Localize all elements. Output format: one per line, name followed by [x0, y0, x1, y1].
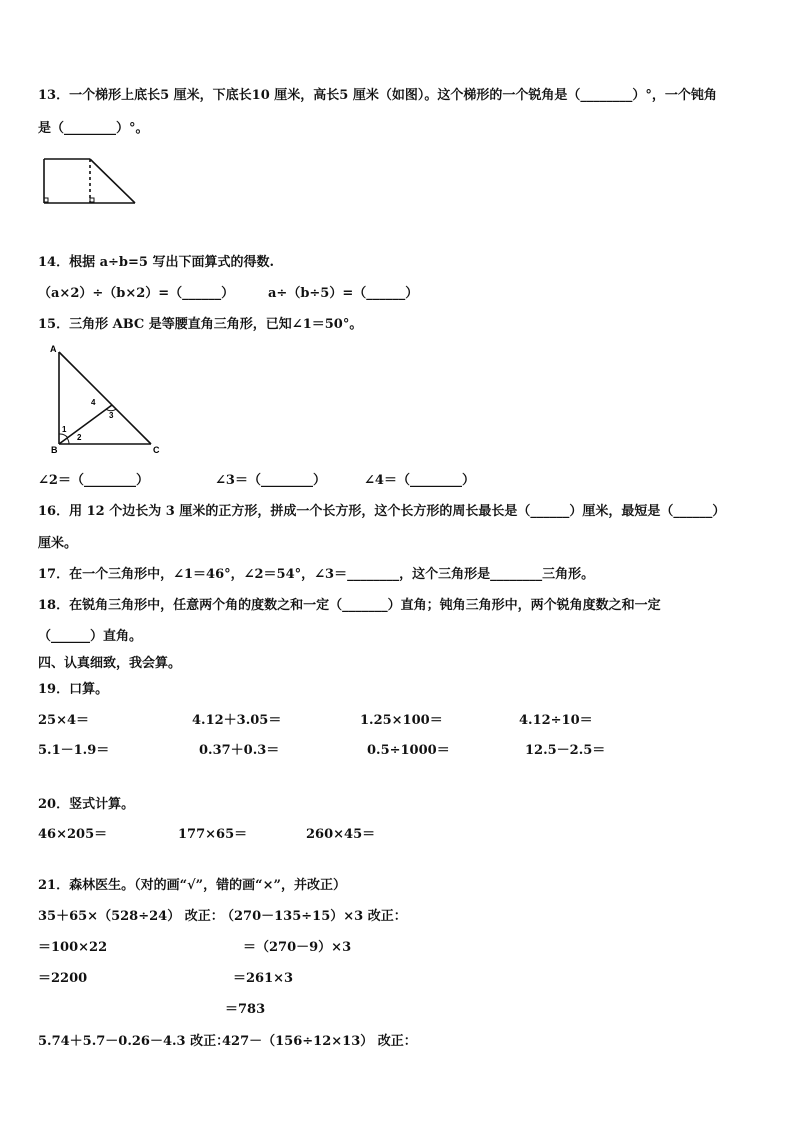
label-angle-1: 1 [62, 425, 67, 434]
q18-line1: 18．在锐角三角形中，任意两个角的度数之和一定（_______）直角；钝角三角形中，两个锐角度数之和一定 [38, 598, 661, 613]
q15-answer-4: ∠4＝（________） [364, 473, 475, 488]
q19-title: 19．口算。 [38, 682, 109, 697]
q21-left-line: ＝100×22 [38, 940, 108, 955]
q20-item: 177×65＝ [178, 827, 248, 842]
q19-item: 1.25×100＝ [360, 713, 443, 728]
q19-item: 5.1－1.9＝ [38, 743, 110, 758]
q21-right-line: （270－135÷15）×3 改正： [221, 909, 407, 924]
q13-line1: 13．一个梯形上底长5 厘米，下底长10 厘米，高长5 厘米（如图）。这个梯形的一个锐角是（________）°，一个钝角 [38, 88, 717, 103]
q14-expr1: （a×2）÷（b×2）=（______） [38, 286, 235, 301]
q19-item: 4.12÷10＝ [519, 713, 593, 728]
q21-right-line: ＝（270－9）×3 [243, 940, 352, 955]
q19-item: 0.37＋0.3＝ [199, 743, 280, 758]
section-4-heading: 四、认真细致，我会算。 [38, 656, 182, 671]
q15-answer-3: ∠3＝（________） [215, 473, 326, 488]
q21-last-right: 427－（156÷12×13） 改正： [222, 1034, 417, 1049]
q21-right-line: ＝783 [225, 1002, 266, 1017]
q18-line2: （______）直角。 [38, 629, 143, 644]
q15-title: 15．三角形 ABC 是等腰直角三角形，已知∠1＝50°。 [38, 317, 363, 332]
q14-expr2: a÷（b÷5）=（______） [268, 286, 419, 301]
q17-line: 17．在一个三角形中，∠1＝46°，∠2＝54°，∠3＝________，这个三角形是________三角形。 [38, 567, 595, 582]
label-angle-3: 3 [109, 411, 114, 420]
q16-line2: 厘米。 [38, 536, 78, 551]
label-angle-2: 2 [77, 433, 82, 442]
q19-item: 0.5÷1000＝ [367, 743, 450, 758]
trapezoid-figure [40, 155, 140, 207]
q14-title: 14．根据 a÷b=5 写出下面算式的得数. [38, 255, 275, 270]
q16-line1: 16．用 12 个边长为 3 厘米的正方形，拼成一个长方形，这个长方形的周长最长是（______）厘米，最短是（______） [38, 504, 726, 519]
q20-item: 260×45＝ [306, 827, 376, 842]
q20-title: 20．竖式计算。 [38, 797, 135, 812]
q19-item: 25×4＝ [38, 713, 90, 728]
label-b: B [51, 445, 58, 455]
label-angle-4: 4 [91, 398, 96, 407]
triangle-abc-figure [40, 342, 170, 457]
label-a: A [50, 344, 57, 354]
q21-left-line: ＝2200 [38, 971, 88, 986]
q19-item: 12.5－2.5＝ [525, 743, 606, 758]
q13-line2: 是（________）°。 [38, 121, 149, 136]
label-c: C [153, 445, 160, 455]
q21-title: 21．森林医生。（对的画“√”，错的画“×”，并改正） [38, 878, 346, 893]
q21-last-left: 5.74＋5.7－0.26－4.3 改正： [38, 1034, 230, 1049]
q19-item: 4.12＋3.05＝ [192, 713, 282, 728]
q20-item: 46×205＝ [38, 827, 108, 842]
q21-right-line: ＝261×3 [233, 971, 294, 986]
q21-left-line: 35＋65×（528÷24） 改正： [38, 909, 224, 924]
q15-answer-2: ∠2＝（________） [38, 473, 149, 488]
